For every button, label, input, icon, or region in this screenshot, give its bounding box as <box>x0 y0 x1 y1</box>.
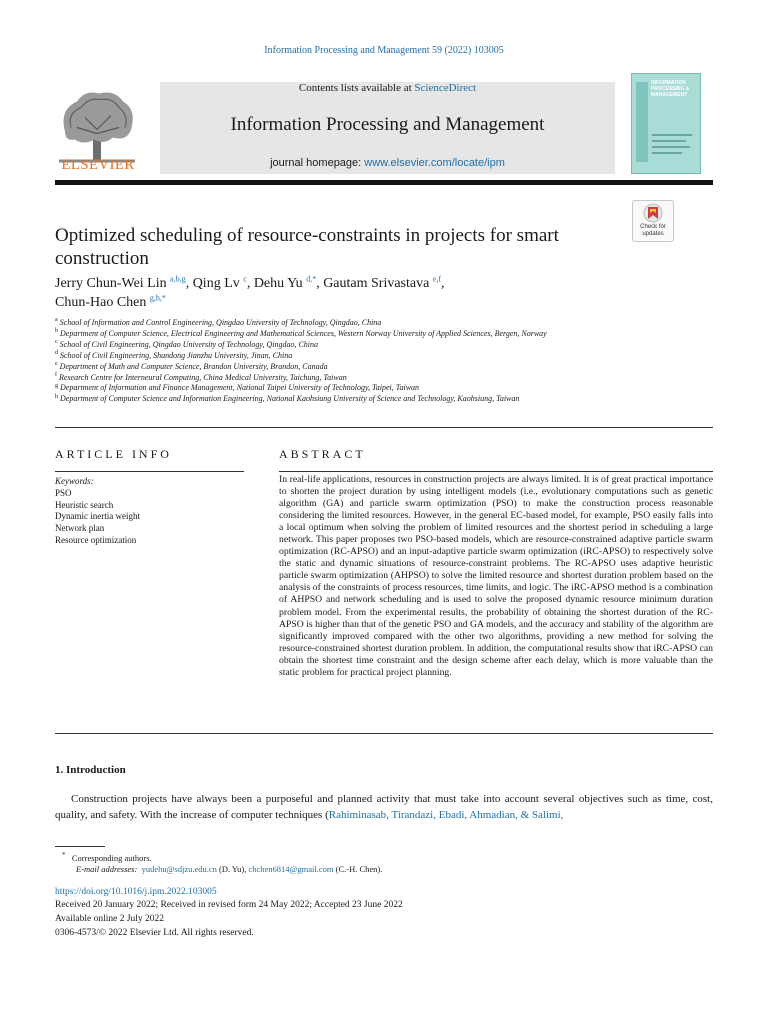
publisher-name: ELSEVIER <box>61 157 135 173</box>
corresponding-footnote <box>62 851 152 863</box>
affiliation-text: School of Civil Engineering, Qingdao University of Technology, Qingdao, China <box>59 339 319 349</box>
affiliation-item <box>55 318 715 329</box>
affiliation-letter: d <box>55 350 58 357</box>
email-link[interactable]: chchen6814@gmail.com <box>248 864 334 874</box>
affiliation-text: Department of Information and Finance Management, National Taipei University of Technology, Taipei, Taiwan <box>60 383 420 393</box>
affiliations <box>55 318 715 405</box>
author-affiliation-marks[interactable]: e,f <box>432 274 442 284</box>
affiliation-letter: c <box>55 339 58 346</box>
affiliation-text: School of Civil Engineering, Shandong Jianzhu University, Jinan, China <box>60 350 293 360</box>
keyword-item: Resource optimization <box>55 534 137 545</box>
affiliation-item <box>55 373 715 384</box>
abstract-rule <box>279 471 713 472</box>
keyword-item: Heuristic search <box>55 499 114 510</box>
homepage-prefix: journal homepage: <box>270 157 365 169</box>
author-affiliation-marks[interactable]: c <box>243 274 247 284</box>
corresponding-text: Corresponding authors. <box>71 852 152 863</box>
author-name: Dehu Yu <box>253 276 303 291</box>
affiliation-letter: b <box>55 328 58 335</box>
section-divider <box>55 427 713 428</box>
journal-reference[interactable]: Information Processing and Management 59 (2022) 103005 <box>264 45 504 56</box>
header-rule <box>55 180 713 185</box>
email-link[interactable]: yudehu@sdjzu.edu.cn <box>141 864 217 874</box>
author-separator: , <box>441 276 445 291</box>
affiliation-text: School of Information and Control Engineering, Qingdao University of Technology, Qingdao, China <box>59 318 382 327</box>
copyright-line: 0306-4573/© 2022 Elsevier Ltd. All rights reserved. <box>55 928 254 938</box>
author-name: Jerry Chun-Wei Lin <box>55 276 167 291</box>
affiliation-letter: e <box>55 360 58 367</box>
author-name: Gautam Srivastava <box>323 276 430 291</box>
homepage-line <box>160 157 615 169</box>
online-date: Available online 2 July 2022 <box>55 914 165 924</box>
article-info-rule <box>55 471 244 472</box>
section-divider <box>55 733 713 734</box>
affiliation-text: Department of Computer Science, Electrical Engineering and Mathematical Sciences, Western Norway University of Applied Sciences, Bergen, Norway <box>60 328 547 338</box>
affiliation-item <box>55 340 715 351</box>
affiliation-letter: a <box>55 317 58 324</box>
affiliation-letter: h <box>55 393 58 400</box>
email-label: E-mail addresses: <box>76 864 138 874</box>
doi-link[interactable]: https://doi.org/10.1016/j.ipm.2022.103005 <box>55 887 217 897</box>
keyword-item: PSO <box>55 488 72 498</box>
author-separator: , <box>246 276 254 291</box>
introduction-heading: 1. Introduction <box>55 764 126 776</box>
author-name: Chun-Hao Chen <box>55 295 147 310</box>
contents-prefix: Contents lists available at <box>298 82 415 94</box>
affiliation-text: Department of Computer Science and Information Engineering, National Kaohsiung University of Science and Technology, Kaohsiung, Taiwan <box>60 394 520 404</box>
contents-line <box>160 82 615 94</box>
author-affiliation-marks[interactable]: d,* <box>306 274 317 284</box>
footnote-mark: * <box>62 851 66 859</box>
author-affiliation-marks[interactable]: g,h,* <box>149 293 166 303</box>
journal-title: Information Processing and Management <box>230 114 545 135</box>
affiliation-item <box>55 394 715 405</box>
citation-link[interactable]: Rahiminasab, Tirandazi, Ebadi, Ahmadian, & Salimi, <box>328 808 564 821</box>
keywords-list <box>55 488 140 547</box>
affiliation-item <box>55 351 715 362</box>
article-title: Optimized scheduling of resource-constraints in projects for smart construction <box>55 225 559 269</box>
affiliation-letter: f <box>55 371 57 378</box>
footnote-rule <box>55 846 105 847</box>
introduction-text <box>55 792 713 823</box>
cover-title: INFORMATION PROCESSING & MANAGEMENT <box>651 80 690 98</box>
email-owner: (C.-H. Chen). <box>333 864 383 874</box>
bookmark-icon <box>633 201 673 225</box>
affiliation-item <box>55 383 715 394</box>
keywords-label: Keywords: <box>55 476 94 486</box>
affiliation-letter: g <box>55 382 58 389</box>
keyword-item: Dynamic inertia weight <box>55 511 140 522</box>
sciencedirect-link[interactable]: ScienceDirect <box>414 82 477 94</box>
check-for-updates-label: Check for updates <box>640 224 666 237</box>
received-dates: Received 20 January 2022; Received in revised form 24 May 2022; Accepted 23 June 2022 <box>55 900 403 910</box>
homepage-link[interactable]: www.elsevier.com/locate/ipm <box>364 157 505 169</box>
affiliation-text: Research Centre for Interneural Computing, China Medical University, Taichung, Taiwan <box>59 372 347 382</box>
author-affiliation-marks[interactable]: a,b,g <box>170 274 186 284</box>
affiliation-item <box>55 329 715 340</box>
affiliation-item <box>55 362 715 373</box>
author-name: Qing Lv <box>192 276 240 291</box>
abstract-heading: ABSTRACT <box>279 447 366 461</box>
email-footnote <box>76 864 382 874</box>
article-info-heading: ARTICLE INFO <box>55 447 172 461</box>
email-owner: (D. Yu), <box>216 864 249 874</box>
abstract-text: In real-life applications, resources in construction projects are always limited. It is of great practical importance to shorten the project duration by using intelligent models (i.e., evolutionary computations such as genetic algorithm (GA) and particle swarm optimization (PSO) to make the construction process reasonable considering the limited resources. However, in the general EC-based model, for example, PSO easily falls into a local optimum when solving the problem of limited resources and the shortest period in scheduling a large network. This paper proposes two PSO-based models, which are resource-constrained adaptive particle swarm optimization (RC-APSO) and an input-adaptive particle swarm optimization (iRC-APSO) to respectively solve the static and dynamic situations of resource-constraint problems. The RC-APSO uses adaptive heuristic particle swarm optimization (AHPSO) to solve the limited resource and shortest duration problem based on the analysis of the constraints of process resources, time limits, and logic. The iRC-APSO method is a combination of AHPSO and network scheduling and is used to solve the proposed dynamic resource minimum duration problem model. From the experimental results, the probability of obtaining the shortest duration of the RC-APSO is higher than that of the genetic PSO and GA models, and the accuracy and stability of the algorithm are significantly improved compared with the other two algorithms, providing a new method for solving the resource-constrained shortest duration problem. In addition, the computational results show that iRC-APSO can obtain the shortest time constraint and the design scheme after each delay, which is more valuable than the static problem for practical project planning. <box>279 474 713 678</box>
affiliation-text: Department of Math and Computer Science, Brandon University, Brandon, Canada <box>59 361 328 371</box>
author-separator: , <box>316 276 324 291</box>
author-list <box>55 274 655 312</box>
author-separator: , <box>185 276 193 291</box>
keyword-item: Network plan <box>55 523 105 534</box>
introduction-body: Construction projects have always been a purposeful and planned activity that must take into account several objectives such as time, cost, quality, and safety. With the increase of computer techniques ( <box>55 793 713 821</box>
